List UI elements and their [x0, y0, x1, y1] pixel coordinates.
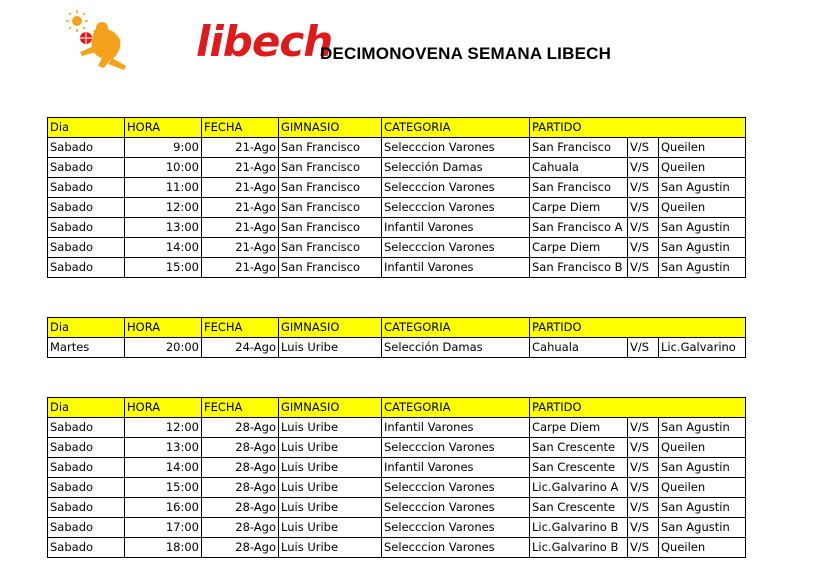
- cell-dia: Martes: [48, 338, 125, 358]
- cell-vs: V/S: [628, 338, 659, 358]
- cell-vs: V/S: [628, 138, 659, 158]
- cell-categoria: Selecccion Varones: [382, 178, 530, 198]
- cell-visita: San Agustin: [659, 258, 746, 278]
- cell-hora: 20:00: [125, 338, 202, 358]
- cell-gimnasio: Luis Uribe: [279, 438, 382, 458]
- header-partido: PARTIDO: [530, 398, 746, 418]
- cell-fecha: 21-Ago: [202, 218, 279, 238]
- cell-vs: V/S: [628, 418, 659, 438]
- cell-hora: 11:00: [125, 178, 202, 198]
- cell-categoria: Selecccion Varones: [382, 518, 530, 538]
- header-hora: HORA: [125, 318, 202, 338]
- cell-hora: 18:00: [125, 538, 202, 558]
- table-header-row: [48, 118, 746, 138]
- cell-local: Lic.Galvarino B: [530, 538, 628, 558]
- cell-dia: Sabado: [48, 158, 125, 178]
- cell-dia: Sabado: [48, 458, 125, 478]
- cell-fecha: 21-Ago: [202, 198, 279, 218]
- cell-dia: Sabado: [48, 238, 125, 258]
- schedule-table: [47, 397, 746, 558]
- table-row: [48, 458, 746, 478]
- header-fecha: FECHA: [202, 118, 279, 138]
- cell-fecha: 28-Ago: [202, 478, 279, 498]
- cell-visita: Queilen: [659, 198, 746, 218]
- header-gimnasio: GIMNASIO: [279, 118, 382, 138]
- cell-gimnasio: San Francisco: [279, 218, 382, 238]
- cell-dia: Sabado: [48, 138, 125, 158]
- cell-local: Carpe Diem: [530, 418, 628, 438]
- page-title: DECIMONOVENA SEMANA LIBECH: [320, 44, 612, 63]
- cell-categoria: Selecccion Varones: [382, 498, 530, 518]
- table-row: [48, 238, 746, 258]
- cell-local: San Francisco: [530, 178, 628, 198]
- cell-vs: V/S: [628, 438, 659, 458]
- table-row: [48, 198, 746, 218]
- table-header-row: [48, 398, 746, 418]
- cell-local: Lic.Galvarino B: [530, 518, 628, 538]
- cell-gimnasio: Luis Uribe: [279, 418, 382, 438]
- table-row: [48, 498, 746, 518]
- header-fecha: FECHA: [202, 398, 279, 418]
- cell-categoria: Infantil Varones: [382, 258, 530, 278]
- cell-vs: V/S: [628, 538, 659, 558]
- cell-local: Lic.Galvarino A: [530, 478, 628, 498]
- cell-categoria: Selecccion Varones: [382, 478, 530, 498]
- table-row: [48, 518, 746, 538]
- table-row: [48, 158, 746, 178]
- cell-dia: Sabado: [48, 498, 125, 518]
- header-dia: Dia: [48, 118, 125, 138]
- cell-local: San Francisco B: [530, 258, 628, 278]
- cell-gimnasio: San Francisco: [279, 198, 382, 218]
- cell-local: Cahuala: [530, 158, 628, 178]
- cell-hora: 10:00: [125, 158, 202, 178]
- cell-local: Cahuala: [530, 338, 628, 358]
- table-row: [48, 418, 746, 438]
- cell-visita: San Agustin: [659, 418, 746, 438]
- cell-fecha: 21-Ago: [202, 238, 279, 258]
- header-dia: Dia: [48, 318, 125, 338]
- cell-gimnasio: San Francisco: [279, 158, 382, 178]
- cell-local: San Francisco A: [530, 218, 628, 238]
- schedule-table: [47, 117, 746, 278]
- cell-visita: San Agustin: [659, 518, 746, 538]
- cell-categoria: Selección Damas: [382, 338, 530, 358]
- header-partido: PARTIDO: [530, 318, 746, 338]
- table-row: [48, 258, 746, 278]
- cell-fecha: 28-Ago: [202, 458, 279, 478]
- header-hora: HORA: [125, 118, 202, 138]
- cell-categoria: Selecccion Varones: [382, 538, 530, 558]
- cell-dia: Sabado: [48, 178, 125, 198]
- cell-gimnasio: Luis Uribe: [279, 338, 382, 358]
- cell-local: San Crescente: [530, 498, 628, 518]
- table-row: [48, 478, 746, 498]
- cell-visita: Queilen: [659, 538, 746, 558]
- libech-logo: [64, 8, 333, 72]
- cell-hora: 13:00: [125, 218, 202, 238]
- cell-visita: Queilen: [659, 138, 746, 158]
- table-row: [48, 538, 746, 558]
- cell-fecha: 21-Ago: [202, 178, 279, 198]
- cell-vs: V/S: [628, 178, 659, 198]
- logo-wordmark: libech: [196, 17, 333, 66]
- cell-local: San Crescente: [530, 438, 628, 458]
- header-partido: PARTIDO: [530, 118, 746, 138]
- cell-dia: Sabado: [48, 198, 125, 218]
- cell-hora: 14:00: [125, 238, 202, 258]
- cell-visita: San Agustin: [659, 178, 746, 198]
- header-fecha: FECHA: [202, 318, 279, 338]
- cell-gimnasio: Luis Uribe: [279, 498, 382, 518]
- cell-visita: Lic.Galvarino: [659, 338, 746, 358]
- table-row: [48, 438, 746, 458]
- cell-local: San Crescente: [530, 458, 628, 478]
- cell-vs: V/S: [628, 258, 659, 278]
- cell-fecha: 24-Ago: [202, 338, 279, 358]
- table-row: [48, 178, 746, 198]
- cell-visita: Queilen: [659, 438, 746, 458]
- cell-fecha: 28-Ago: [202, 538, 279, 558]
- table-header-row: [48, 318, 746, 338]
- header-gimnasio: GIMNASIO: [279, 318, 382, 338]
- cell-visita: San Agustin: [659, 458, 746, 478]
- cell-hora: 13:00: [125, 438, 202, 458]
- cell-visita: San Agustin: [659, 498, 746, 518]
- table-row: [48, 338, 746, 358]
- cell-categoria: Selecccion Varones: [382, 198, 530, 218]
- cell-hora: 15:00: [125, 478, 202, 498]
- cell-gimnasio: San Francisco: [279, 238, 382, 258]
- cell-categoria: Selecccion Varones: [382, 138, 530, 158]
- cell-categoria: Infantil Varones: [382, 218, 530, 238]
- cell-hora: 14:00: [125, 458, 202, 478]
- cell-vs: V/S: [628, 518, 659, 538]
- cell-fecha: 28-Ago: [202, 418, 279, 438]
- cell-dia: Sabado: [48, 258, 125, 278]
- cell-gimnasio: San Francisco: [279, 178, 382, 198]
- cell-visita: San Agustin: [659, 218, 746, 238]
- cell-vs: V/S: [628, 478, 659, 498]
- cell-vs: V/S: [628, 198, 659, 218]
- table-row: [48, 218, 746, 238]
- header-categoria: CATEGORIA: [382, 318, 530, 338]
- cell-dia: Sabado: [48, 478, 125, 498]
- table-row: [48, 138, 746, 158]
- cell-hora: 17:00: [125, 518, 202, 538]
- cell-dia: Sabado: [48, 438, 125, 458]
- cell-vs: V/S: [628, 218, 659, 238]
- cell-visita: Queilen: [659, 478, 746, 498]
- cell-hora: 9:00: [125, 138, 202, 158]
- cell-gimnasio: San Francisco: [279, 138, 382, 158]
- cell-gimnasio: Luis Uribe: [279, 458, 382, 478]
- cell-gimnasio: Luis Uribe: [279, 478, 382, 498]
- schedule-table: [47, 317, 746, 358]
- cell-fecha: 21-Ago: [202, 258, 279, 278]
- cell-dia: Sabado: [48, 418, 125, 438]
- cell-vs: V/S: [628, 498, 659, 518]
- cell-fecha: 21-Ago: [202, 158, 279, 178]
- cell-visita: Queilen: [659, 158, 746, 178]
- cell-gimnasio: San Francisco: [279, 258, 382, 278]
- cell-local: Carpe Diem: [530, 198, 628, 218]
- cell-vs: V/S: [628, 238, 659, 258]
- cell-fecha: 28-Ago: [202, 438, 279, 458]
- cell-dia: Sabado: [48, 518, 125, 538]
- cell-fecha: 28-Ago: [202, 498, 279, 518]
- header-hora: HORA: [125, 398, 202, 418]
- cell-hora: 15:00: [125, 258, 202, 278]
- cell-fecha: 28-Ago: [202, 518, 279, 538]
- cell-local: Carpe Diem: [530, 238, 628, 258]
- cell-fecha: 21-Ago: [202, 138, 279, 158]
- header-categoria: CATEGORIA: [382, 398, 530, 418]
- cell-dia: Sabado: [48, 218, 125, 238]
- player-mascot-icon: [64, 8, 134, 72]
- cell-visita: San Agustin: [659, 238, 746, 258]
- cell-vs: V/S: [628, 158, 659, 178]
- cell-vs: V/S: [628, 458, 659, 478]
- cell-categoria: Infantil Varones: [382, 418, 530, 438]
- cell-gimnasio: Luis Uribe: [279, 518, 382, 538]
- cell-gimnasio: Luis Uribe: [279, 538, 382, 558]
- cell-dia: Sabado: [48, 538, 125, 558]
- cell-hora: 12:00: [125, 418, 202, 438]
- cell-categoria: Selecccion Varones: [382, 438, 530, 458]
- cell-local: San Francisco: [530, 138, 628, 158]
- header-gimnasio: GIMNASIO: [279, 398, 382, 418]
- cell-categoria: Selecccion Varones: [382, 238, 530, 258]
- header-categoria: CATEGORIA: [382, 118, 530, 138]
- cell-categoria: Selección Damas: [382, 158, 530, 178]
- header-dia: Dia: [48, 398, 125, 418]
- cell-hora: 12:00: [125, 198, 202, 218]
- cell-categoria: Infantil Varones: [382, 458, 530, 478]
- cell-hora: 16:00: [125, 498, 202, 518]
